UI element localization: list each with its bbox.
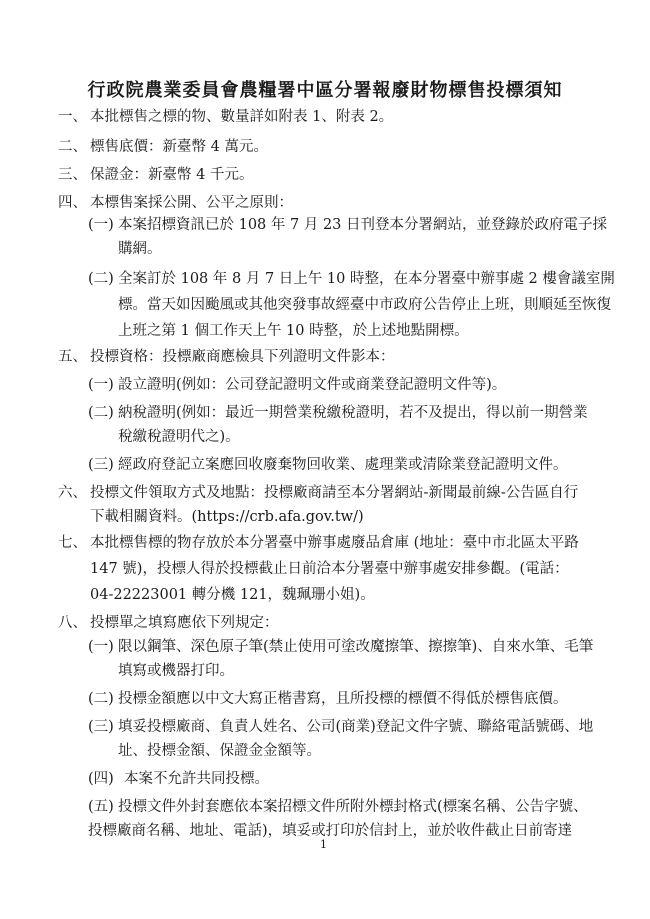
subsection-text: 投標廠商名稱、地址、電話)，填妥或打印於信封上，並於收件截止日前寄達 bbox=[88, 823, 573, 839]
section-number: 六、 bbox=[58, 485, 87, 501]
section-text: 投標單之填寫應依下列規定： bbox=[90, 615, 279, 631]
subsection-text: 址、投標金額、保證金金額等。 bbox=[118, 743, 321, 759]
section-text: 投標資格：投標廠商應檢具下列證明文件影本： bbox=[90, 349, 395, 365]
subsection-number: (四) bbox=[88, 771, 114, 787]
section-text: 投標文件領取方式及地點：投標廠商請至本分署網站-新聞最前線-公告區自行 bbox=[90, 485, 579, 501]
section-text: 本標售案採公開、公平之原則： bbox=[90, 195, 293, 211]
subsection-text: 填妥投標廠商、負責人姓名、公司(商業)登記文件字號、聯絡電話號碼、地 bbox=[118, 719, 594, 735]
section-text: 04-22223001 轉分機 121，魏珮珊小姐)。 bbox=[90, 587, 375, 603]
subsection-text: 上班之第 1 個工作天上午 10 時整，於上述地點開標。 bbox=[118, 323, 469, 339]
section-text: 保證金：新臺幣 4 千元。 bbox=[90, 167, 254, 183]
subsection-number: (五) bbox=[88, 799, 114, 815]
subsection-text: 購網。 bbox=[118, 241, 162, 257]
subsection-text: 填寫或機器打印。 bbox=[118, 663, 234, 679]
subsection-number: (三) bbox=[88, 457, 114, 473]
section-number: 一、 bbox=[58, 109, 87, 125]
subsection-text: 經政府登記立案應回收廢棄物回收業、處理業或清除業登記證明文件。 bbox=[118, 457, 568, 473]
section-number: 八、 bbox=[58, 615, 87, 631]
subsection-text: 全案訂於 108 年 8 月 7 日上午 10 時整，在本分署臺中辦事處 2 樓會議室開 bbox=[118, 271, 615, 287]
section-text: 本批標售標的物存放於本分署臺中辦事處廢品倉庫 (地址：臺中市北區太平路 bbox=[90, 535, 579, 551]
subsection-text: 限以鋼筆、深色原子筆(禁止使用可塗改魔擦筆、擦擦筆)、自來水筆、毛筆 bbox=[118, 639, 594, 655]
document-title: 行政院農業委員會農糧署中區分署報廢財物標售投標須知 bbox=[87, 80, 563, 101]
subsection-number: (二) bbox=[88, 405, 114, 421]
subsection-text: 本案不允許共同投標。 bbox=[124, 771, 269, 787]
section-number: 三、 bbox=[58, 167, 87, 183]
section-text: 標售底價：新臺幣 4 萬元。 bbox=[90, 139, 268, 155]
subsection-text: 投標金額應以中文大寫正楷書寫，且所投標的標價不得低於標售底價。 bbox=[118, 691, 568, 707]
subsection-text: 標。當天如因颱風或其他突發事故經臺中市政府公告停止上班，則順延至恢復 bbox=[118, 297, 611, 313]
subsection-number: (一) bbox=[88, 217, 114, 233]
section-text: 下載相關資料。(https://crb.afa.gov.tw/) bbox=[90, 509, 364, 525]
section-text: 147 號)，投標人得於投標截止日前洽本分署臺中辦事處安排參觀。(電話： bbox=[90, 561, 569, 577]
section-number: 七、 bbox=[58, 535, 87, 551]
subsection-number: (二) bbox=[88, 271, 114, 287]
subsection-text: 本案招標資訊已於 108 年 7 月 23 日刊登本分署網站，並登錄於政府電子採 bbox=[118, 217, 608, 233]
section-text: 本批標售之標的物、數量詳如附表 1、附表 2。 bbox=[90, 109, 394, 125]
section-number: 二、 bbox=[58, 139, 87, 155]
subsection-text: 納稅證明(例如：最近一期營業稅繳稅證明，若不及提出，得以前一期營業 bbox=[118, 405, 588, 421]
subsection-number: (一) bbox=[88, 639, 114, 655]
subsection-number: (二) bbox=[88, 691, 114, 707]
subsection-text: 稅繳稅證明代之)。 bbox=[118, 429, 240, 445]
subsection-text: 設立證明(例如：公司登記證明文件或商業登記證明文件等)。 bbox=[118, 377, 507, 393]
subsection-text: 投標文件外封套應依本案招標文件所附外標封格式(標案名稱、公告字號、 bbox=[118, 799, 588, 815]
section-number: 四、 bbox=[58, 195, 87, 211]
page-number: 1 bbox=[320, 838, 327, 851]
subsection-number: (一) bbox=[88, 377, 114, 393]
section-number: 五、 bbox=[58, 349, 87, 365]
subsection-number: (三) bbox=[88, 719, 114, 735]
